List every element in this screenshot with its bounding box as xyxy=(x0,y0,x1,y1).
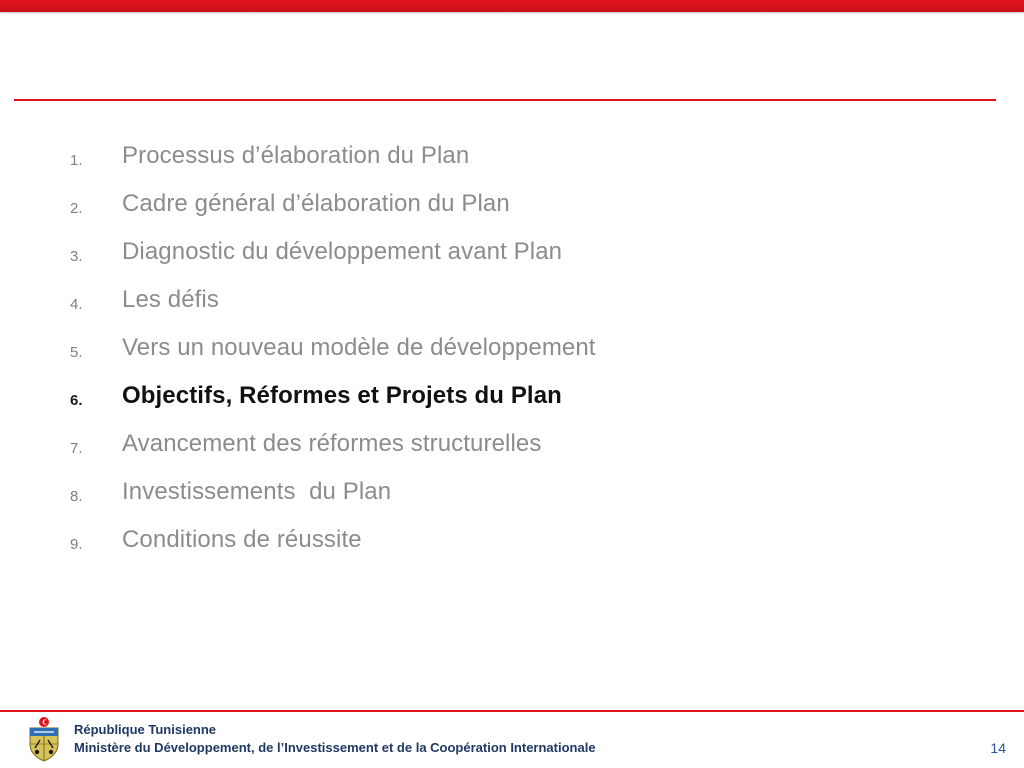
top-accent-bar xyxy=(0,0,1024,12)
agenda-item-number: 6. xyxy=(70,392,83,409)
agenda-item-label: Objectifs, Réformes et Projets du Plan xyxy=(122,382,562,409)
agenda-item-number: 8. xyxy=(70,488,83,505)
agenda-item xyxy=(0,522,1024,570)
agenda-item xyxy=(0,234,1024,282)
footer-ministry: Ministère du Développement, de l’Investissement et de la Coopération Internationale xyxy=(74,740,596,755)
agenda-item xyxy=(0,282,1024,330)
agenda-item-label: Investissements du Plan xyxy=(122,478,392,505)
footer-text xyxy=(74,722,596,756)
agenda-item-label: Processus d’élaboration du Plan xyxy=(122,142,470,169)
agenda-item-label: Les défis xyxy=(122,286,219,313)
agenda-item-number: 1. xyxy=(70,152,83,169)
agenda-item-label: Conditions de réussite xyxy=(122,526,362,553)
agenda-item xyxy=(0,330,1024,378)
agenda-item xyxy=(0,138,1024,186)
footer-country: République Tunisienne xyxy=(74,722,217,737)
agenda-item-label: Cadre général d’élaboration du Plan xyxy=(122,190,510,217)
agenda-item xyxy=(0,474,1024,522)
title-divider xyxy=(14,99,996,101)
agenda-item-label: Vers un nouveau modèle de développement xyxy=(122,334,596,361)
agenda-list xyxy=(0,138,1024,570)
agenda-item xyxy=(0,186,1024,234)
page-number: 14 xyxy=(990,740,1006,756)
agenda-item-number: 4. xyxy=(70,296,83,313)
agenda-item-number: 9. xyxy=(70,536,83,553)
agenda-item-label: Avancement des réformes structurelles xyxy=(122,430,542,457)
agenda-item-number: 3. xyxy=(70,248,83,265)
agenda-item-number: 2. xyxy=(70,200,83,217)
agenda-item-number: 5. xyxy=(70,344,83,361)
agenda-item-active xyxy=(0,378,1024,426)
agenda-item-number: 7. xyxy=(70,440,83,457)
tunisia-coat-of-arms-icon xyxy=(26,716,62,762)
agenda-item xyxy=(0,426,1024,474)
footer-divider xyxy=(0,710,1024,712)
agenda-item-label: Diagnostic du développement avant Plan xyxy=(122,238,563,265)
